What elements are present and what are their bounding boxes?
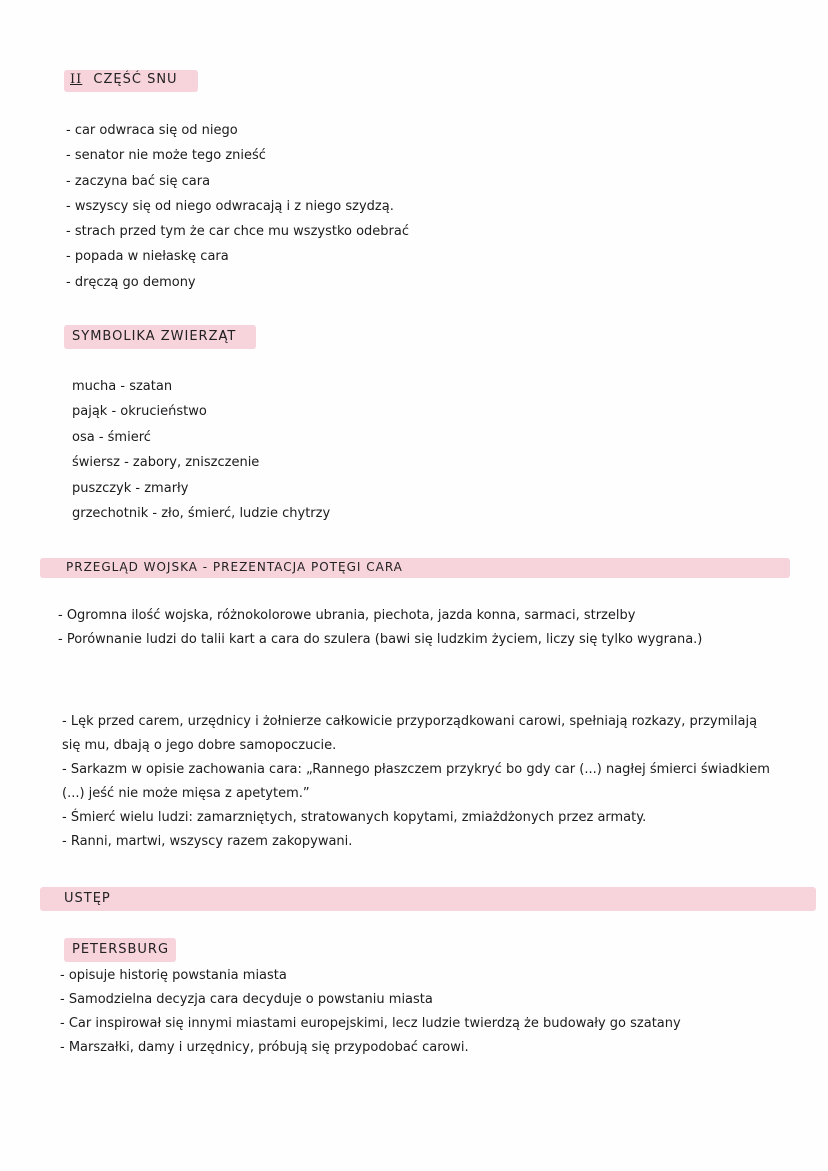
list-part2 [66, 118, 409, 295]
list-item: - Śmierć wielu ludzi: zamarzniętych, stratowanych kopytami, zmiażdżonych przez armaty. [62, 810, 647, 825]
list-item: - wszyscy się od niego odwracają i z niego szydzą. [66, 198, 394, 214]
list-item: - zaczyna bać się cara [66, 173, 211, 189]
list-item: - Lęk przed carem, urzędnicy i żołnierze całkowicie przyporządkowani carowi, spełniają rozkazy, przymilają się mu, dbają o jego dobre samopoczucie. [62, 714, 758, 753]
heading-symbolika: SYMBOLIKA ZWIERZĄT [72, 329, 237, 344]
list-item: - Marszałki, damy i urzędnicy, próbują się przypodobać carowi. [60, 1040, 469, 1055]
list-item: grzechotnik - zło, śmierć, ludzie chytrzy [72, 506, 331, 522]
list-item: świersz - zabory, zniszczenie [72, 455, 260, 471]
list-item: - Ogromna ilość wojska, różnokolorowe ubrania, piechota, jazda konna, sarmaci, strzelby [58, 608, 636, 623]
list-item: - Samodzielna decyzja cara decyduje o powstaniu miasta [60, 992, 433, 1007]
list-item: - popada w niełaskę cara [66, 249, 229, 265]
list-item: - opisuje historię powstania miasta [60, 968, 287, 983]
list-item: - Car inspirował się innymi miastami europejskimi, lecz ludzie twierdzą że budowały go szatany [60, 1016, 681, 1031]
list-item: - Ranni, martwi, wszyscy razem zakopywani. [62, 834, 353, 849]
list-item: - Porównanie ludzi do talii kart a cara do szulera (bawi się ludzkim życiem, liczy się tylko wygrana.) [58, 632, 703, 647]
heading-part2 [70, 72, 178, 87]
list-symbolika [72, 374, 330, 526]
list-item: - strach przed tym że car chce mu wszystko odebrać [66, 224, 410, 240]
list-item: mucha - szatan [72, 379, 173, 394]
list-przeglad-a [58, 604, 770, 652]
list-petersburg [60, 964, 810, 1060]
list-item: - Sarkazm w opisie zachowania cara: „Rannego płaszczem przykryć bo gdy car (...) nagłej śmierci świadkiem (...) jeść nie może mięsa z apetytem.” [62, 762, 770, 801]
highlight-ustep [40, 887, 816, 911]
list-item: - senator nie może tego znieść [66, 148, 266, 164]
list-item: - car odwraca się od niego [66, 123, 238, 138]
list-item: - dręczą go demony [66, 274, 196, 290]
list-item: osa - śmierć [72, 429, 151, 445]
list-item: pająk - okrucieństwo [72, 404, 207, 420]
heading-petersburg: PETERSBURG [72, 942, 170, 957]
heading-part2-text: CZĘŚĆ SNU [93, 72, 178, 87]
roman-numeral: II [70, 72, 83, 87]
heading-przeglad: PRZEGLĄD WOJSKA - PREZENTACJA POTĘGI CARA [66, 560, 403, 574]
list-przeglad-b [62, 710, 774, 854]
heading-ustep: USTĘP [64, 891, 111, 906]
list-item: puszczyk - zmarły [72, 480, 189, 496]
